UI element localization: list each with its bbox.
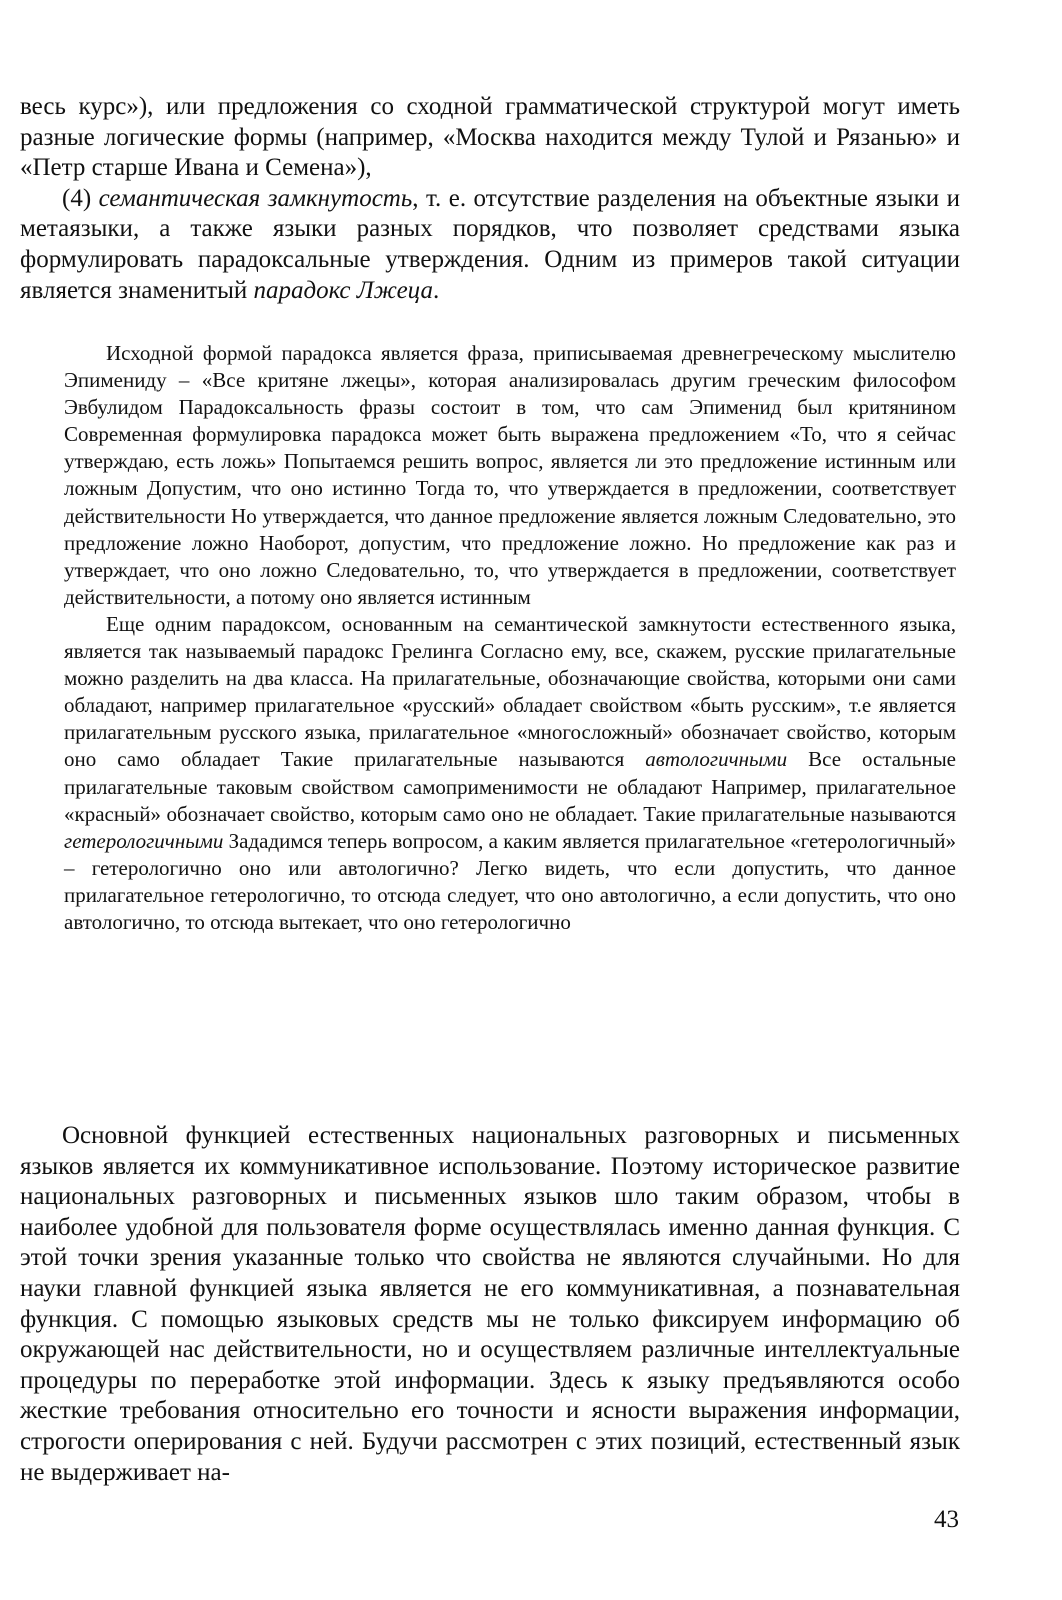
quote-text: Еще одним парадоксом, основанным на семантической замкнутости естественного языка, является так называемый парадокс Грелинга Согласно ему, все, скажем, русские прилагательные можно разделить на два класса. На прилагательные, обозначающие свойства, которыми они сами обладают, например прилагательное «русский» обладает свойством «быть русским», т.е является прилагательным русского языка, прилагательное «многосложный» обозначает свойство, которым оно само обладает Такие прилагательные называются	[64, 611, 956, 772]
term-autological: автологичными	[645, 747, 788, 772]
paragraph-text: , т. е. отсутствие разделения на объектные языки и метаязыки, а также языки разных порядков, что позволяет средствами языка формулировать парадоксальные утверждения. Одним из примеров такой ситуации является знаменитый	[20, 184, 960, 304]
bottom-text	[20, 1121, 960, 1488]
paragraph-semantic-closure	[20, 184, 960, 306]
quote-text: Зададимся теперь вопросом, а каким является прилагательное «гетерологичный» – гетерологично оно или автологично? Легко видеть, что если допустить, что данное прилагательное гетерологично, то отсюда следует, что оно автологично, а если допустить, что оно автологично, то отсюда вытекает, что оно гетерологично	[64, 828, 956, 934]
paragraph-continued: весь курс»), или предложения со сходной грамматической структурой могут иметь разные логические формы (например, «Москва находится между Тулой и Рязанью» и «Петр старше Ивана и Семена»),	[20, 93, 960, 182]
quote-paragraph-epimenides: Исходной формой парадокса является фраза, приписываемая древнегреческому мыслителю Эпимениду – «Все критяне лжецы», которая анализировалась другим греческим философом Эвбулидом Парадоксальность фразы состоит в том, что сам Эпименид был критянином Современная формулировка парадокса может быть выражена предложением «То, что я сейчас утверждаю, есть ложь» Попытаемся решить вопрос, является ли это предложение истинным или ложным Допустим, что оно истинно Тогда то, что утверждается в предложении, соответствует действительности Но утверждается, что данное предложение является ложным Следовательно, это предложение ложно Наоборот, допустим, что предложение ложно. Но предложение как раз и утверждает, что оно ложно Следовательно, то, что утверждается в предложении, соответствует действительности, а потому оно является истинным	[64, 341, 956, 609]
quote-paragraph-grelling	[64, 611, 956, 936]
term-semantic-closure: семантическая замкнутость	[98, 184, 413, 212]
example-box	[64, 340, 956, 936]
quote-text: Все остальные прилагательные таковым свойством самоприменимости не обладают Например, прилагательное «красный» обозначает свойство, которым само оно не обладает. Такие прилагательные называются	[64, 747, 957, 826]
term-liar-paradox: парадокс Лжеца	[253, 276, 433, 304]
list-number: (4)	[62, 184, 92, 212]
paragraph-functions: Основной функцией естественных национальных разговорных и письменных языков является их коммуникативное использование. Поэтому историческое развитие национальных разговорных и письменных языков шло таким образом, чтобы в наиболее удобной для пользователя форме осуществлялась именно данная функция. С этой точки зрения указанные только что свойства не являются случайными. Но для науки главной функцией языка является не его коммуникативная, а познавательная функция. С помощью языковых средств мы не только фиксируем информацию об окружающей нас действительности, но и осуществляем различные интеллектуальные процедуры по переработке этой информации. Здесь к языку предъявляются особо жесткие требования относительно его точности и ясности выражения информации, строгости оперирования с ней. Будучи рассмотрен с этих позиций, естественный язык не выдерживает на-	[20, 1122, 960, 1486]
page-number: 43	[934, 1506, 959, 1533]
top-text	[20, 92, 960, 306]
paragraph-end: .	[433, 276, 440, 304]
term-heterological: гетерологичными	[64, 828, 224, 853]
